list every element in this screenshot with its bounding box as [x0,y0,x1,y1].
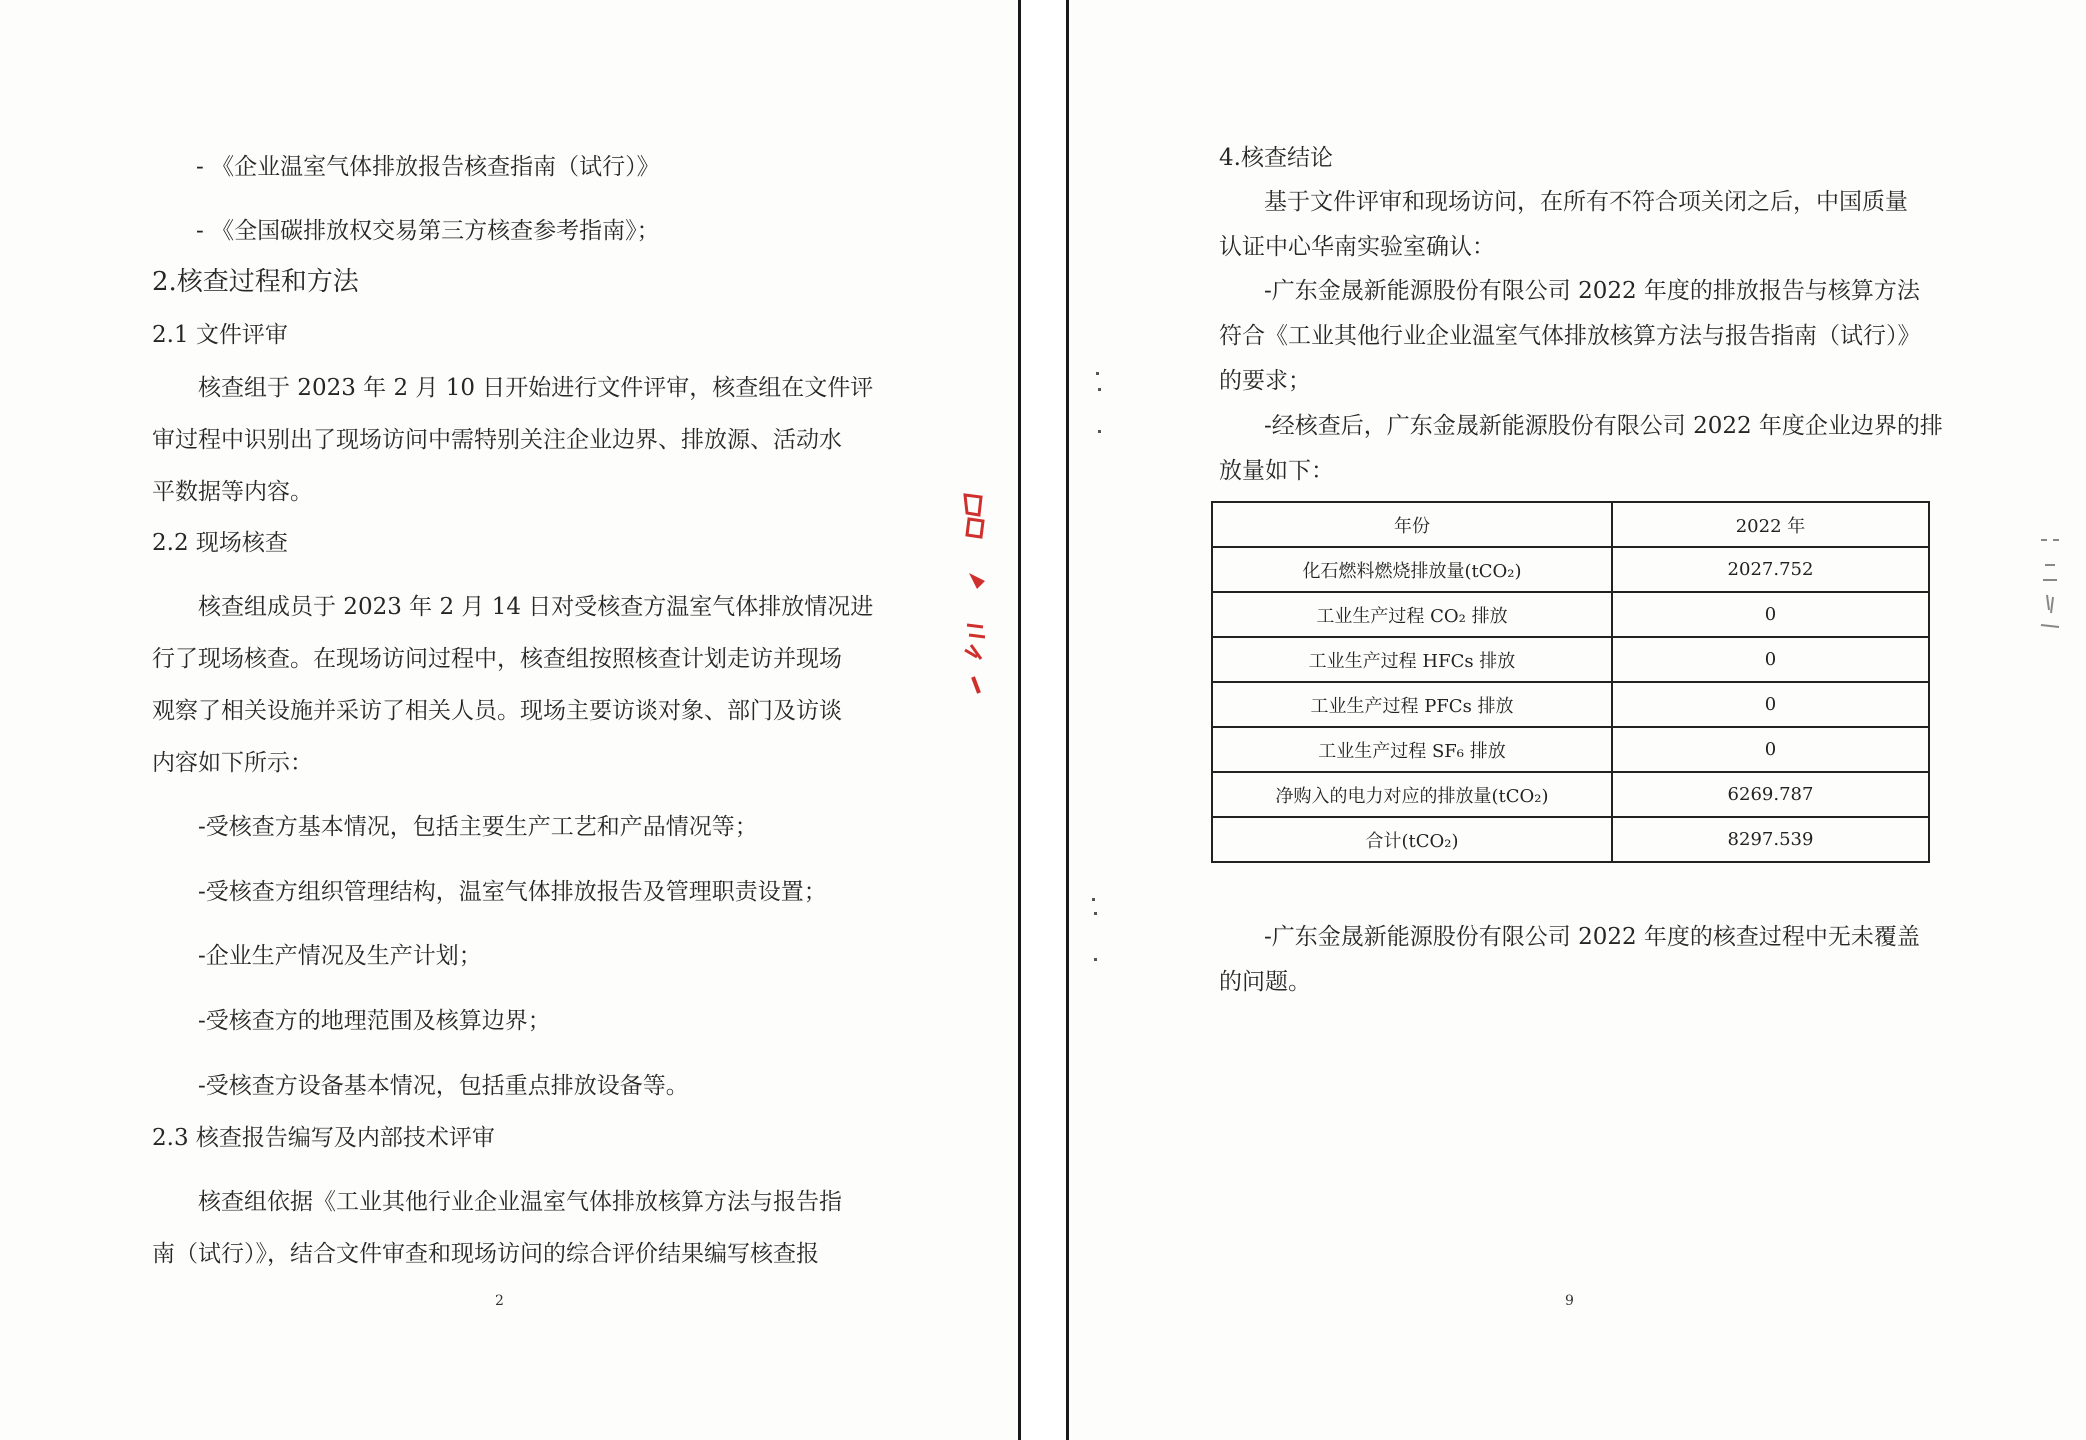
scan-speck [1092,898,1095,901]
paragraph-line: -广东金晟新能源股份有限公司 2022 年度的核查过程中无未覆盖 [1264,924,1920,950]
paragraph-line: -广东金晟新能源股份有限公司 2022 年度的排放报告与核算方法 [1264,278,1920,304]
scan-speck [1094,912,1097,915]
reference-item: - 《全国碳排放权交易第三方核查参考指南》； [196,218,660,244]
table-cell: 化石燃料燃烧排放量(tCO₂) [1212,547,1612,592]
paragraph-line: 放量如下： [1219,458,1334,484]
table-cell: 0 [1612,637,1929,682]
subsection-heading: 2.1 文件评审 [152,322,288,348]
binding-marks [2035,535,2065,645]
page-divider [1066,0,1069,1440]
paragraph-line: 平数据等内容。 [152,479,313,505]
list-item: -企业生产情况及生产计划； [198,943,482,969]
table-cell: 工业生产过程 SF₆ 排放 [1212,727,1612,772]
list-item: -受核查方组织管理结构，温室气体排放报告及管理职责设置； [198,879,827,905]
paragraph-line: 审过程中识别出了现场访问中需特别关注企业边界、排放源、活动水 [152,427,842,453]
scan-speck [1098,430,1101,433]
table-cell: 0 [1612,592,1929,637]
scan-speck [1096,372,1099,375]
table-cell: 净购入的电力对应的排放量(tCO₂) [1212,772,1612,817]
section-heading: 2.核查过程和方法 [152,267,359,297]
page-divider [1018,0,1021,1440]
table-cell: 0 [1612,727,1929,772]
emissions-table [1211,501,1930,863]
paragraph-line: 基于文件评审和现场访问，在所有不符合项关闭之后，中国质量 [1264,189,1908,215]
table-cell: 6269.787 [1612,772,1929,817]
seal-stamp-fragment [955,485,995,700]
table-row [1212,592,1929,637]
list-item: -受核查方设备基本情况，包括重点排放设备等。 [198,1073,689,1099]
paragraph-line: 核查组于 2023 年 2 月 10 日开始进行文件评审，核查组在文件评 [198,375,874,401]
paragraph-line: 核查组依据《工业其他行业企业温室气体排放核算方法与报告指 [198,1189,842,1215]
scan-speck [1098,388,1101,391]
reference-item: - 《企业温室气体排放报告核查指南（试行）》 [196,154,660,180]
table-cell: 0 [1612,682,1929,727]
list-item: -受核查方的地理范围及核算边界； [198,1008,551,1034]
scan-speck [1094,958,1097,961]
paragraph-line: 南（试行）》，结合文件审查和现场访问的综合评价结果编写核查报 [152,1241,819,1267]
paragraph-line: 的问题。 [1219,969,1311,995]
paragraph-line: 认证中心华南实验室确认： [1219,234,1495,260]
table-header-cell: 2022 年 [1612,502,1929,547]
table-cell: 合计(tCO₂) [1212,817,1612,862]
table-row [1212,727,1929,772]
paragraph-line: 的要求； [1219,368,1311,394]
page-number: 2 [495,1293,504,1309]
paragraph-line: 符合《工业其他行业企业温室气体排放核算方法与报告指南（试行）》 [1219,323,1921,349]
table-row [1212,637,1929,682]
table-cell: 工业生产过程 CO₂ 排放 [1212,592,1612,637]
paragraph-line: 内容如下所示： [152,750,313,776]
table-row [1212,547,1929,592]
document-page-left [0,0,1018,1440]
page-number: 9 [1565,1293,1574,1309]
table-header-row [1212,502,1929,547]
paragraph-line: 观察了相关设施并采访了相关人员。现场主要访谈对象、部门及访谈 [152,698,842,724]
paragraph-line: -经核查后，广东金晟新能源股份有限公司 2022 年度企业边界的排 [1264,413,1943,439]
table-row [1212,817,1929,862]
table-cell: 工业生产过程 HFCs 排放 [1212,637,1612,682]
table-header-cell: 年份 [1212,502,1612,547]
binding-gutter [1021,0,1066,1440]
list-item: -受核查方基本情况，包括主要生产工艺和产品情况等； [198,814,758,840]
table-cell: 2027.752 [1612,547,1929,592]
subsection-heading: 2.2 现场核查 [152,530,288,556]
table-row [1212,682,1929,727]
section-heading: 4.核查结论 [1219,145,1333,171]
table-cell: 8297.539 [1612,817,1929,862]
table-cell: 工业生产过程 PFCs 排放 [1212,682,1612,727]
table-row [1212,772,1929,817]
subsection-heading: 2.3 核查报告编写及内部技术评审 [152,1125,495,1151]
paragraph-line: 行了现场核查。在现场访问过程中，核查组按照核查计划走访并现场 [152,646,842,672]
paragraph-line: 核查组成员于 2023 年 2 月 14 日对受核查方温室气体排放情况进 [198,594,874,620]
